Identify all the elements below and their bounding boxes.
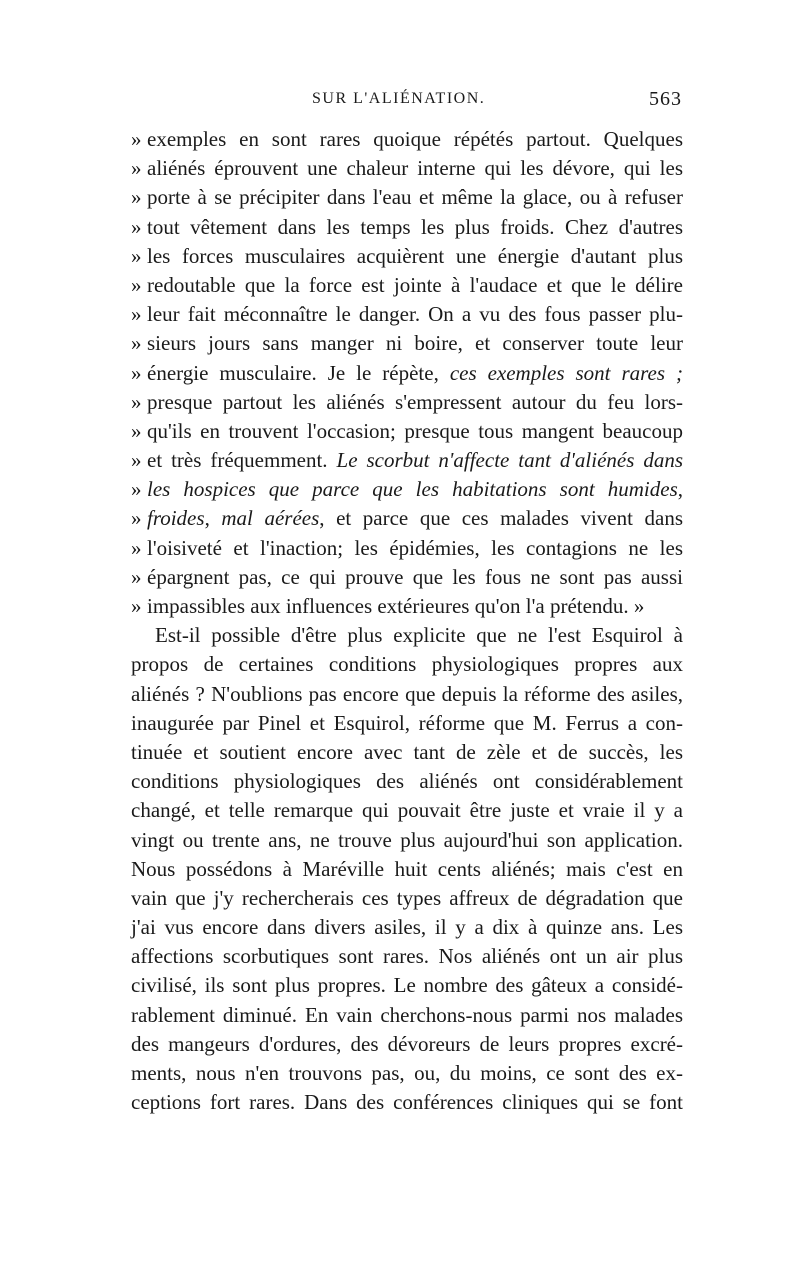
quote-line: [131, 563, 683, 592]
quote-mark: »: [131, 418, 142, 443]
paragraph-line: inaugurée par Pinel et Esquirol, réforme que M. Ferrus a con-: [131, 710, 683, 735]
quote-mark: »: [131, 272, 142, 297]
italic-text: ces exemples sont rares ;: [449, 360, 684, 385]
paragraph-line: propos de certaines conditions physiologiques propres aux: [131, 652, 683, 677]
line-text: ,: [677, 477, 683, 502]
line-text: l'oisiveté et l'inaction; les épidémies, les contagions ne les: [147, 535, 683, 560]
paragraph-line: aliénés ? N'oublions pas encore que depuis la réforme des asiles,: [131, 681, 683, 706]
quote-mark: »: [131, 214, 142, 239]
quote-line: [131, 417, 683, 446]
line-text: redoutable que la force est jointe à l'audace et que le délire: [147, 272, 683, 297]
quote-mark: »: [131, 389, 142, 414]
line-text: et très fréquemment.: [147, 448, 337, 473]
quote-line: [131, 388, 683, 417]
quote-line: [131, 242, 683, 271]
line-text: énergie musculaire. Je le répète,: [147, 360, 450, 385]
quote-mark: »: [131, 594, 142, 618]
quote-line: [131, 125, 683, 154]
quote-line: [131, 329, 683, 358]
paragraph-line: changé, et telle remarque qui pouvait être juste et vraie il y a: [131, 798, 683, 823]
quotation-block: [131, 125, 683, 621]
line-text: porte à se précipiter dans l'eau et même la glace, ou à refuser: [147, 185, 683, 210]
paragraph-line: j'ai vus encore dans divers asiles, il y a dix à quinze ans. Les: [131, 915, 683, 940]
quote-mark: »: [131, 331, 142, 356]
running-title: SUR L'ALIÉNATION.: [312, 90, 486, 107]
line-text: les forces musculaires acquièrent une énergie d'autant plus: [147, 243, 683, 268]
quote-line: [131, 504, 683, 533]
line-text: impassibles aux influences extérieures qu'on l'a prétendu. »: [147, 594, 645, 618]
page-number: 563: [649, 88, 682, 110]
paragraph-line: Nous possédons à Maréville huit cents aliénés; mais c'est en: [131, 856, 683, 881]
italic-text: froides: [147, 506, 205, 531]
quote-mark: »: [131, 564, 142, 589]
line-text: exemples en sont rares quoique répétés partout. Quelques: [147, 127, 683, 151]
paragraph-line: ceptions fort rares. Dans des conférences cliniques qui se font: [131, 1090, 683, 1115]
quote-mark: »: [131, 127, 142, 151]
paragraph-line: ments, nous n'en trouvons pas, ou, du moins, ce sont des ex-: [131, 1061, 683, 1085]
italic-text: les hospices que parce que les habitations sont humides: [147, 477, 678, 502]
line-text: tout vêtement dans les temps les plus froids. Chez d'autres: [147, 214, 683, 239]
quote-line: [131, 359, 683, 388]
line-text: presque partout les aliénés s'empressent autour du feu lors-: [147, 389, 683, 414]
quote-mark: »: [131, 448, 142, 473]
quote-mark: »: [131, 243, 142, 268]
line-text: aliénés éprouvent une chaleur interne qui les dévore, qui les: [147, 156, 683, 181]
quote-mark: »: [131, 477, 142, 502]
quote-line: [131, 475, 683, 504]
quote-line: [131, 446, 683, 475]
line-text: sieurs jours sans manger ni boire, et conserver toute leur: [147, 331, 683, 356]
italic-text: mal aérées: [221, 506, 320, 531]
paragraph-line: des mangeurs d'ordures, des dévoreurs de leurs propres excré-: [131, 1031, 683, 1056]
paragraph-line: rablement diminué. En vain cherchons-nous parmi nos malades: [131, 1002, 683, 1027]
paragraph-line: tinuée et soutient encore avec tant de zèle et de succès, les: [131, 739, 683, 764]
quote-mark: »: [131, 185, 142, 210]
paragraph-line: Est-il possible d'être plus explicite que ne l'est Esquirol à: [155, 623, 683, 648]
quote-line: [131, 592, 683, 621]
page-header: [132, 88, 682, 120]
quote-line: [131, 534, 683, 563]
line-text: ,: [204, 506, 222, 531]
quote-mark: »: [131, 302, 142, 327]
body-text: [131, 125, 683, 1117]
quote-line: [131, 213, 683, 242]
quote-line: [131, 183, 683, 212]
quote-mark: »: [131, 156, 142, 181]
quote-mark: »: [131, 360, 142, 385]
line-text: qu'ils en trouvent l'occasion; presque tous mangent beaucoup: [147, 418, 683, 443]
paragraph-line: affections scorbutiques sont rares. Nos aliénés ont un air plus: [131, 944, 683, 969]
paragraph-line: civilisé, ils sont plus propres. Le nombre des gâteux a considé-: [131, 973, 683, 998]
quote-line: [131, 154, 683, 183]
quote-line: [131, 271, 683, 300]
quote-mark: »: [131, 506, 142, 531]
paragraph-line: vingt ou trente ans, ne trouve plus aujourd'hui son application.: [131, 827, 683, 852]
line-text: leur fait méconnaître le danger. On a vu des fous passer plu-: [147, 302, 683, 327]
paragraph-block: [131, 621, 683, 1117]
quote-mark: »: [131, 535, 142, 560]
italic-text: Le scorbut n'affecte tant d'aliénés dans: [336, 448, 683, 473]
quote-line: [131, 300, 683, 329]
paragraph-line: vain que j'y rechercherais ces types affreux de dégradation que: [131, 885, 683, 910]
line-text: épargnent pas, ce qui prouve que les fous ne sont pas aussi: [147, 564, 683, 589]
line-text: , et parce que ces malades vivent dans: [319, 506, 683, 531]
paragraph-line: conditions physiologiques des aliénés ont considérablement: [131, 769, 683, 794]
